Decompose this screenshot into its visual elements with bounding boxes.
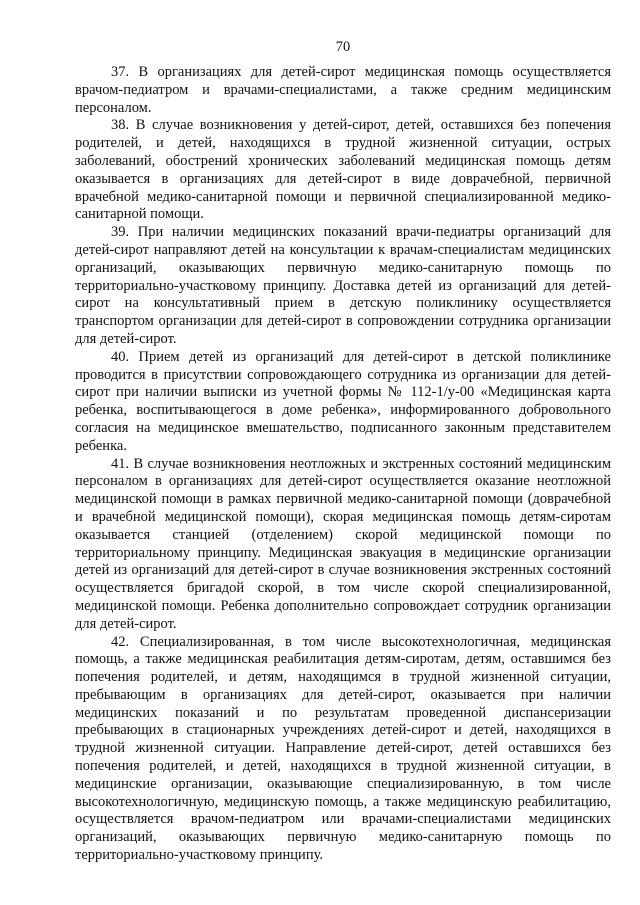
paragraph-38: 38. В случае возникновения у детей-сирот, детей, оставшихся без попечения родителей, и детей, находящихся в трудной жизненной ситуации, острых заболеваний, обострений хронических заболеваний медицинская помощь детям оказывается в организациях для детей-сирот в виде доврачебной, первичной врачебной медико-санитарной помощи и первичной специализированной медико-санитарной помощи. xyxy=(75,117,611,223)
paragraph-41: 41. В случае возникновения неотложных и экстренных состояний медицинским персоналом в организациях для детей-сирот осуществляется оказание неотложной медицинской помощи в рамках первичной медико-санитарной помощи (доврачебной и врачебной медицинской помощи), скорая медицинская помощь детям-сиротам оказывается станцией (отделением) скорой медицинской помощи по территориальному принципу. Медицинская эвакуация в медицинские организации детей из организаций для детей-сирот в случае возникновения экстренных состояний осуществляется бригадой скорой, в том числе скорой специализированной, медицинской помощи. Ребенка дополнительно сопровождает сотрудник организации для детей-сирот. xyxy=(75,455,611,632)
document-page xyxy=(75,38,611,865)
paragraph-39: 39. При наличии медицинских показаний врачи-педиатры организаций для детей-сирот направляют детей на консультации к врачам-специалистам медицинских организаций, оказывающих первичную медико-санитарную помощь по территориально-участковому принципу. Доставка детей из организаций для детей-сирот на консультативный прием в детскую поликлинику осуществляется транспортом организации для детей-сирот в сопровождении сотрудника организации для детей-сирот. xyxy=(75,224,611,347)
paragraph-42: 42. Специализированная, в том числе высокотехнологичная, медицинская помощь, а также медицинская реабилитация детям-сиротам, детям, оставшимся без попечения родителей, и детям, находящимся в трудной жизненной ситуации, пребывающим в организациях для детей-сирот, оказывается при наличии медицинских показаний и по результатам проведенной диспансеризации пребывающих в стационарных учреждениях детей-сирот и детей, находящихся в трудной жизненной ситуации. Направление детей-сирот, детей оставшихся без попечения родителей, и детей, находящихся в трудной жизненной ситуации, в медицинские организации, оказывающие специализированную, в том числе высокотехнологичную, медицинскую помощь, а также медицинскую реабилитацию, осуществляется врачом-педиатром или врачами-специалистами медицинских организаций, оказывающих первичную медико-санитарную помощь по территориально-участковому принципу. xyxy=(75,633,611,864)
paragraph-37: 37. В организациях для детей-сирот медицинская помощь осуществляется врачом-педиатром и врачами-специалистами, а также средним медицинским персоналом. xyxy=(75,64,611,116)
page-number: 70 xyxy=(335,39,351,55)
paragraph-40: 40. Прием детей из организаций для детей-сирот в детской поликлинике проводится в присутствии сопровождающего сотрудника из организации для детей-сирот при наличии выписки из учетной формы № 112-1/у-00 «Медицинская карта ребенка, воспитывающегося в доме ребенка», информированного добровольного согласия на медицинское вмешательство, подписанного законным представителем ребенка. xyxy=(75,348,611,454)
